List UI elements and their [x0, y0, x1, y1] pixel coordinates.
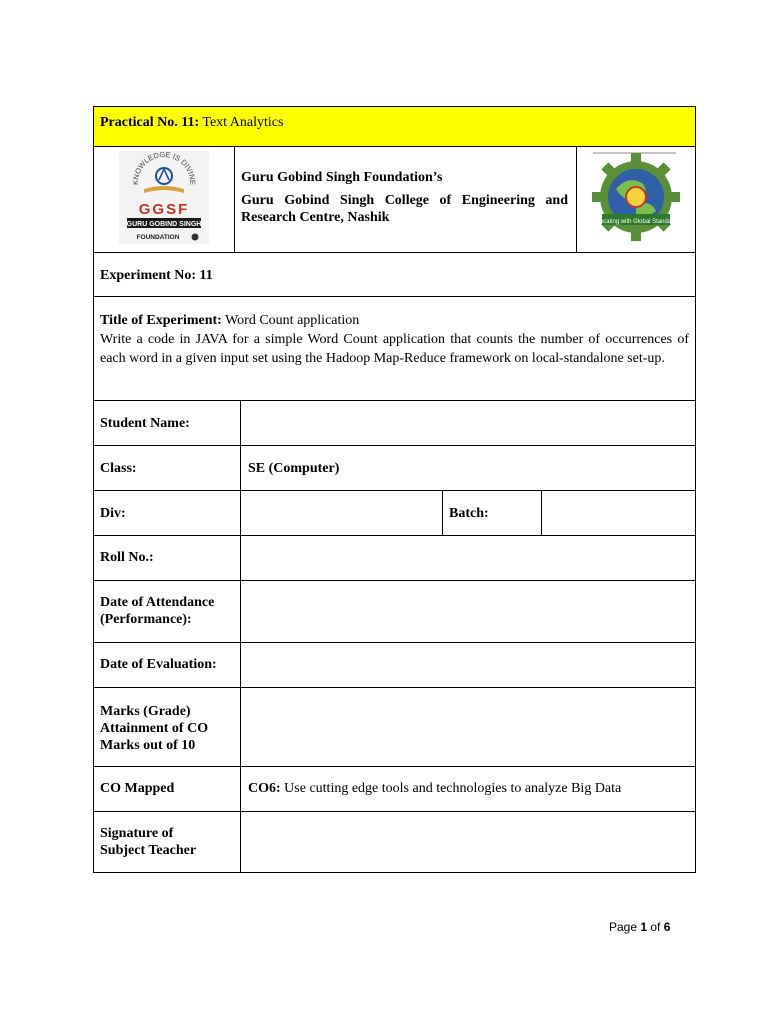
- page-current: 1: [640, 920, 648, 934]
- date-attendance-row: [93, 580, 696, 642]
- student-name-row: [93, 400, 696, 445]
- college-logo-graphic: [578, 147, 695, 251]
- practical-sheet: [93, 106, 696, 873]
- experiment-number-row: [93, 252, 696, 296]
- date-attendance-label-line2: (Performance):: [100, 612, 192, 627]
- divider: [240, 812, 241, 872]
- date-evaluation-label: Date of Evaluation:: [100, 657, 217, 672]
- divider: [240, 581, 241, 642]
- divider: [240, 401, 241, 445]
- logo-sub: FOUNDATION: [136, 234, 180, 241]
- page-total: 6: [663, 920, 671, 934]
- marks-label-line3: Marks out of 10: [100, 738, 196, 753]
- page-word: Page: [609, 920, 641, 934]
- page-of: of: [647, 920, 664, 934]
- page-number: [609, 920, 670, 934]
- div-batch-row: [93, 490, 696, 535]
- batch-label: Batch:: [449, 506, 489, 521]
- divider: [240, 536, 241, 580]
- title-value: Word Count application: [221, 313, 360, 328]
- divider: [234, 147, 235, 252]
- logo-caption: Educating with Global Standards: [592, 219, 680, 225]
- practical-topic: Text Analytics: [199, 115, 284, 130]
- div-label: Div:: [100, 506, 126, 521]
- divider: [442, 491, 443, 535]
- ggsf-logo-graphic: [94, 147, 234, 251]
- student-name-label: Student Name:: [100, 416, 190, 431]
- ggsf-logo: [94, 147, 234, 252]
- divider: [240, 643, 241, 687]
- signature-label-line1: Signature of: [100, 826, 174, 841]
- marks-label-line2: Attainment of CO: [100, 721, 209, 736]
- divider: [240, 688, 241, 766]
- signature-label: [100, 825, 196, 859]
- marks-row: [93, 687, 696, 766]
- date-attendance-label: [100, 594, 214, 628]
- class-row: [93, 445, 696, 490]
- divider: [240, 767, 241, 811]
- experiment-title: [100, 311, 689, 330]
- co-description: Use cutting edge tools and technologies to analyze Big Data: [280, 781, 622, 796]
- foundation-name: Guru Gobind Singh Foundation’s: [241, 170, 443, 185]
- title-label: Title of Experiment:: [100, 313, 222, 328]
- logo-acronym: GGSF: [138, 201, 190, 218]
- institution-name: [236, 147, 576, 252]
- class-label: Class:: [100, 461, 137, 476]
- practical-heading: [100, 115, 283, 131]
- practical-header-bar: [93, 106, 696, 146]
- logo-name: GURU GOBIND SINGH: [126, 221, 202, 228]
- divider: [240, 446, 241, 490]
- co-mapped-label: CO Mapped: [100, 781, 175, 796]
- marks-label-line1: Marks (Grade): [100, 704, 191, 719]
- date-evaluation-row: [93, 642, 696, 687]
- experiment-description: Write a code in JAVA for a simple Word Count application that counts the number of occurrences of each word in a given input set using the Hadoop Map-Reduce framework on local-standalone set-up.: [100, 332, 689, 366]
- roll-number-row: [93, 535, 696, 580]
- divider: [240, 491, 241, 535]
- practical-number: Practical No. 11:: [100, 115, 200, 130]
- co-mapped-value: [248, 780, 621, 797]
- divider: [541, 491, 542, 535]
- signature-label-line2: Subject Teacher: [100, 843, 197, 858]
- experiment-title-row: [93, 296, 696, 400]
- roll-number-label: Roll No.:: [100, 550, 154, 565]
- class-value: SE (Computer): [248, 461, 340, 476]
- divider: [576, 147, 577, 252]
- marks-label: [100, 703, 208, 754]
- date-attendance-label-line1: Date of Attendance: [100, 595, 215, 610]
- experiment-number: Experiment No: 11: [100, 268, 213, 283]
- institution-header: [93, 146, 696, 252]
- college-logo: [578, 147, 695, 252]
- college-name: Guru Gobind Singh College of Engineering and Research Centre, Nashik: [241, 193, 568, 225]
- signature-row: [93, 811, 696, 873]
- co-mapped-row: [93, 766, 696, 811]
- co-code: CO6:: [248, 781, 281, 796]
- logo-arc-text: KNOWLEDGE IS DIVINE: [130, 149, 198, 186]
